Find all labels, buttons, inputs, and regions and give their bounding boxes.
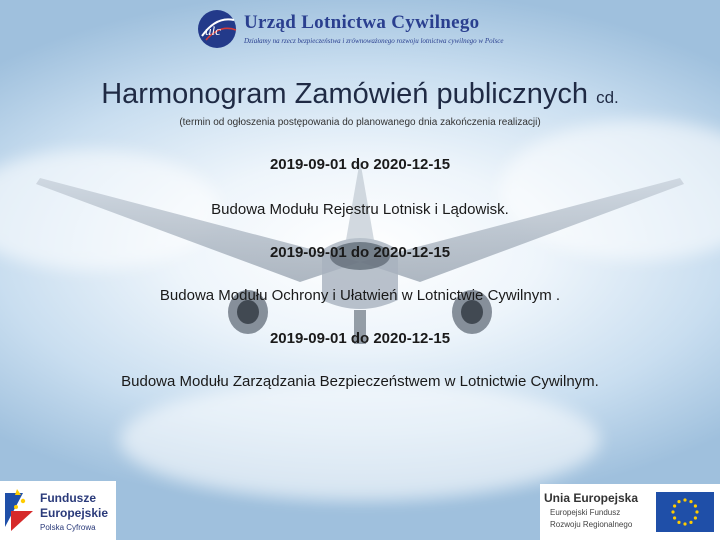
ulc-logo-icon xyxy=(196,8,240,50)
logo-tagline: Działamy na rzecz bezpieczeństwa i zrównoważonego rozwoju lotnictwa cywilnego w Polsce xyxy=(244,37,504,45)
page-subtitle: (termin od ogłoszenia postępowania do planowanego dnia zakończenia realizacji) xyxy=(179,117,541,128)
item-date: 2019-09-01 do 2020-12-15 xyxy=(269,244,451,261)
fundusze-europejskie-logo xyxy=(0,481,116,540)
fe-line-1: Fundusze xyxy=(40,491,96,505)
ulc-logo xyxy=(196,8,556,52)
ue-line-2: Europejski Fundusz xyxy=(550,508,621,517)
title-suffix: cd. xyxy=(596,88,619,107)
eu-flag-icon xyxy=(656,492,714,532)
title-main: Harmonogram Zamówień publicznych xyxy=(101,78,588,110)
eu-logo xyxy=(540,484,720,540)
item-name: Budowa Modułu Ochrony i Ułatwień w Lotnictwie Cywilnym . xyxy=(159,287,561,304)
item-date: 2019-09-01 do 2020-12-15 xyxy=(269,330,451,347)
fe-line-3: Polska Cyfrowa xyxy=(40,523,96,532)
fundusze-europejskie-logo-icon xyxy=(3,487,37,533)
ue-line-3: Rozwoju Regionalnego xyxy=(550,520,633,529)
item-name: Budowa Modułu Rejestru Lotnisk i Lądowisk. xyxy=(211,201,509,218)
fe-line-2: Europejskie xyxy=(40,506,109,520)
ue-line-1: Unia Europejska xyxy=(544,491,639,505)
page-title xyxy=(0,78,720,111)
logo-name: Urząd Lotnictwa Cywilnego xyxy=(244,12,480,33)
svg-text:ulc: ulc xyxy=(205,23,221,38)
item-date: 2019-09-01 do 2020-12-15 xyxy=(269,156,451,173)
item-name: Budowa Modułu Zarządzania Bezpieczeństwem w Lotnictwie Cywilnym. xyxy=(121,373,599,390)
